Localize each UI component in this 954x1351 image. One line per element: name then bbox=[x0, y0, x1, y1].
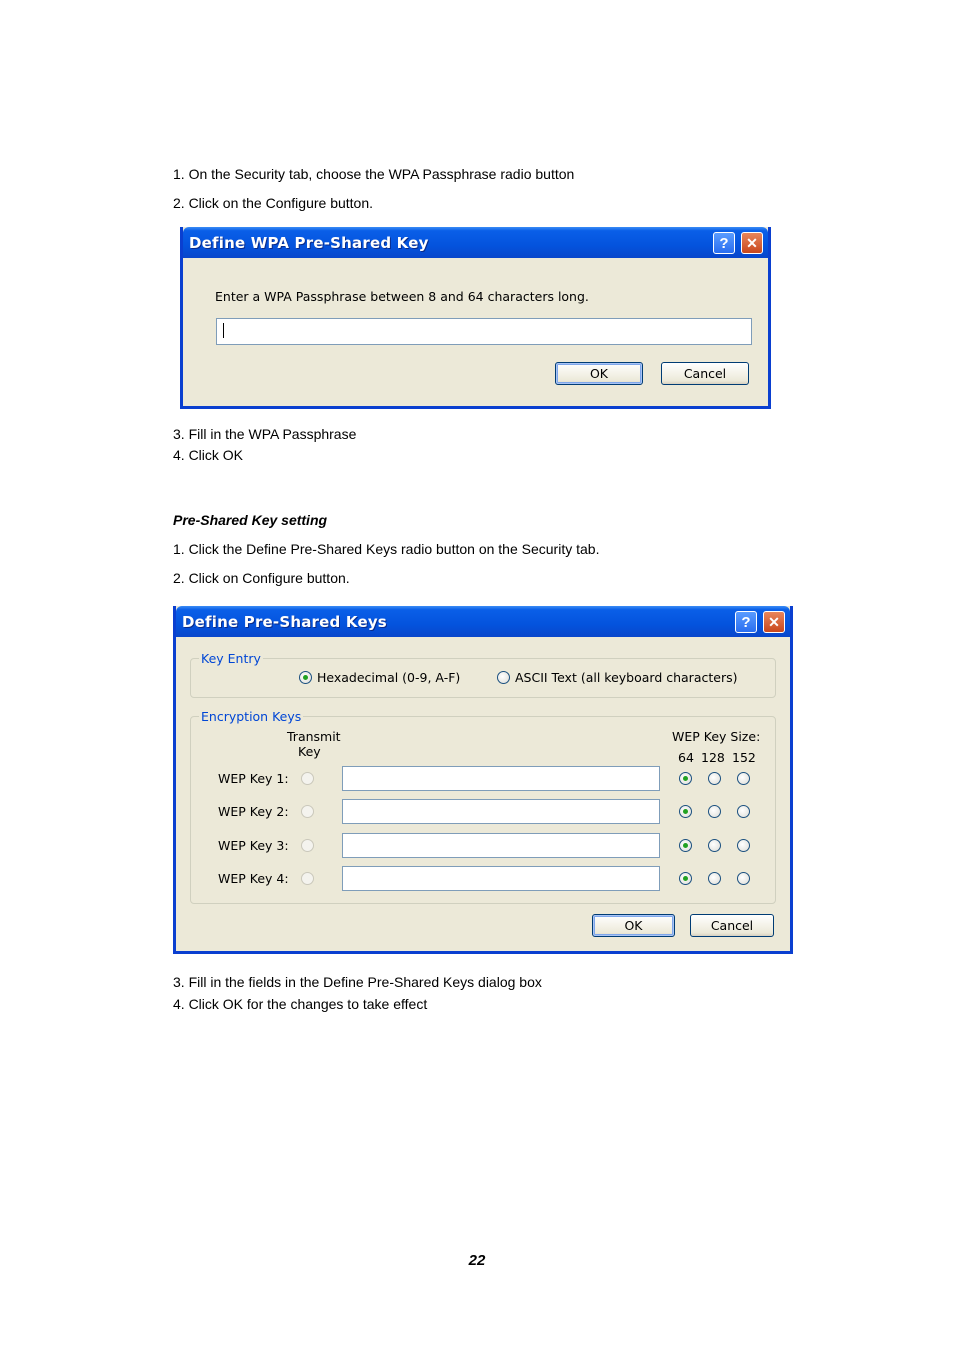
hex-radio[interactable] bbox=[299, 671, 312, 684]
close-icon[interactable]: ✕ bbox=[741, 232, 763, 254]
wep-key-3-size-128-radio[interactable] bbox=[708, 839, 721, 852]
size-64-label: 64 bbox=[678, 750, 694, 765]
wep-key-4-input[interactable] bbox=[342, 866, 660, 891]
passphrase-input[interactable] bbox=[216, 318, 752, 345]
transmit-label: Transmit bbox=[287, 729, 341, 744]
help-icon[interactable]: ? bbox=[713, 232, 735, 254]
page-number: 22 bbox=[468, 1252, 486, 1269]
define-preshared-keys-dialog bbox=[173, 606, 793, 954]
wep-key-2-size-152-radio[interactable] bbox=[737, 805, 750, 818]
text-caret bbox=[223, 323, 224, 338]
section-heading: Pre-Shared Key setting bbox=[173, 512, 328, 528]
cancel-button[interactable]: Cancel bbox=[690, 914, 774, 937]
wep-key-1-label: WEP Key 1: bbox=[218, 771, 289, 786]
ascii-radio[interactable] bbox=[497, 671, 510, 684]
key-entry-label: Key Entry bbox=[201, 651, 261, 666]
step-text: 4. Click OK bbox=[173, 447, 244, 463]
wep-key-3-transmit-radio[interactable] bbox=[301, 839, 314, 852]
ok-button[interactable]: OK bbox=[555, 362, 643, 385]
ascii-label: ASCII Text (all keyboard characters) bbox=[515, 670, 738, 685]
ok-button[interactable]: OK bbox=[592, 914, 675, 937]
wep-key-3-size-152-radio[interactable] bbox=[737, 839, 750, 852]
wep-key-4-size-64-radio[interactable] bbox=[679, 872, 692, 885]
wep-key-1-size-64-radio[interactable] bbox=[679, 772, 692, 785]
wep-key-4-label: WEP Key 4: bbox=[218, 871, 289, 886]
step-text: 2. Click on the Configure button. bbox=[173, 195, 374, 211]
wep-key-3-size-64-radio[interactable] bbox=[679, 839, 692, 852]
wep-key-4-size-152-radio[interactable] bbox=[737, 872, 750, 885]
step-text: 3. Fill in the WPA Passphrase bbox=[173, 426, 357, 442]
wep-key-4-transmit-radio[interactable] bbox=[301, 872, 314, 885]
wep-key-1-input[interactable] bbox=[342, 766, 660, 791]
wep-key-2-size-64-radio[interactable] bbox=[679, 805, 692, 818]
wep-key-1-size-152-radio[interactable] bbox=[737, 772, 750, 785]
title-bar[interactable] bbox=[176, 606, 790, 637]
cancel-button[interactable]: Cancel bbox=[661, 362, 749, 385]
step-text: 1. On the Security tab, choose the WPA Passphrase radio button bbox=[173, 166, 575, 182]
step-text: 3. Fill in the fields in the Define Pre-Shared Keys dialog box bbox=[173, 974, 542, 990]
hex-label: Hexadecimal (0-9, A-F) bbox=[317, 670, 461, 685]
wep-key-3-input[interactable] bbox=[342, 833, 660, 858]
passphrase-prompt: Enter a WPA Passphrase between 8 and 64 characters long. bbox=[215, 289, 589, 304]
dialog-title: Define WPA Pre-Shared Key bbox=[189, 234, 429, 252]
size-152-label: 152 bbox=[732, 750, 756, 765]
wep-key-2-size-128-radio[interactable] bbox=[708, 805, 721, 818]
wep-key-size-label: WEP Key Size: bbox=[672, 729, 761, 744]
wep-key-1-size-128-radio[interactable] bbox=[708, 772, 721, 785]
wep-key-3-label: WEP Key 3: bbox=[218, 838, 289, 853]
transmit-key-label: Key bbox=[298, 744, 321, 759]
wep-key-2-input[interactable] bbox=[342, 799, 660, 824]
wep-key-2-label: WEP Key 2: bbox=[218, 804, 289, 819]
title-bar[interactable] bbox=[183, 227, 768, 258]
wep-key-2-transmit-radio[interactable] bbox=[301, 805, 314, 818]
dialog-title: Define Pre-Shared Keys bbox=[182, 613, 387, 631]
encryption-keys-label: Encryption Keys bbox=[201, 709, 302, 724]
wep-key-4-size-128-radio[interactable] bbox=[708, 872, 721, 885]
close-icon[interactable]: ✕ bbox=[763, 611, 785, 633]
step-text: 2. Click on Configure button. bbox=[173, 570, 350, 586]
step-text: 4. Click OK for the changes to take effect bbox=[173, 996, 428, 1012]
step-text: 1. Click the Define Pre-Shared Keys radio button on the Security tab. bbox=[173, 541, 600, 557]
wpa-preshared-key-dialog bbox=[180, 227, 771, 409]
size-128-label: 128 bbox=[701, 750, 725, 765]
help-icon[interactable]: ? bbox=[735, 611, 757, 633]
wep-key-1-transmit-radio[interactable] bbox=[301, 772, 314, 785]
